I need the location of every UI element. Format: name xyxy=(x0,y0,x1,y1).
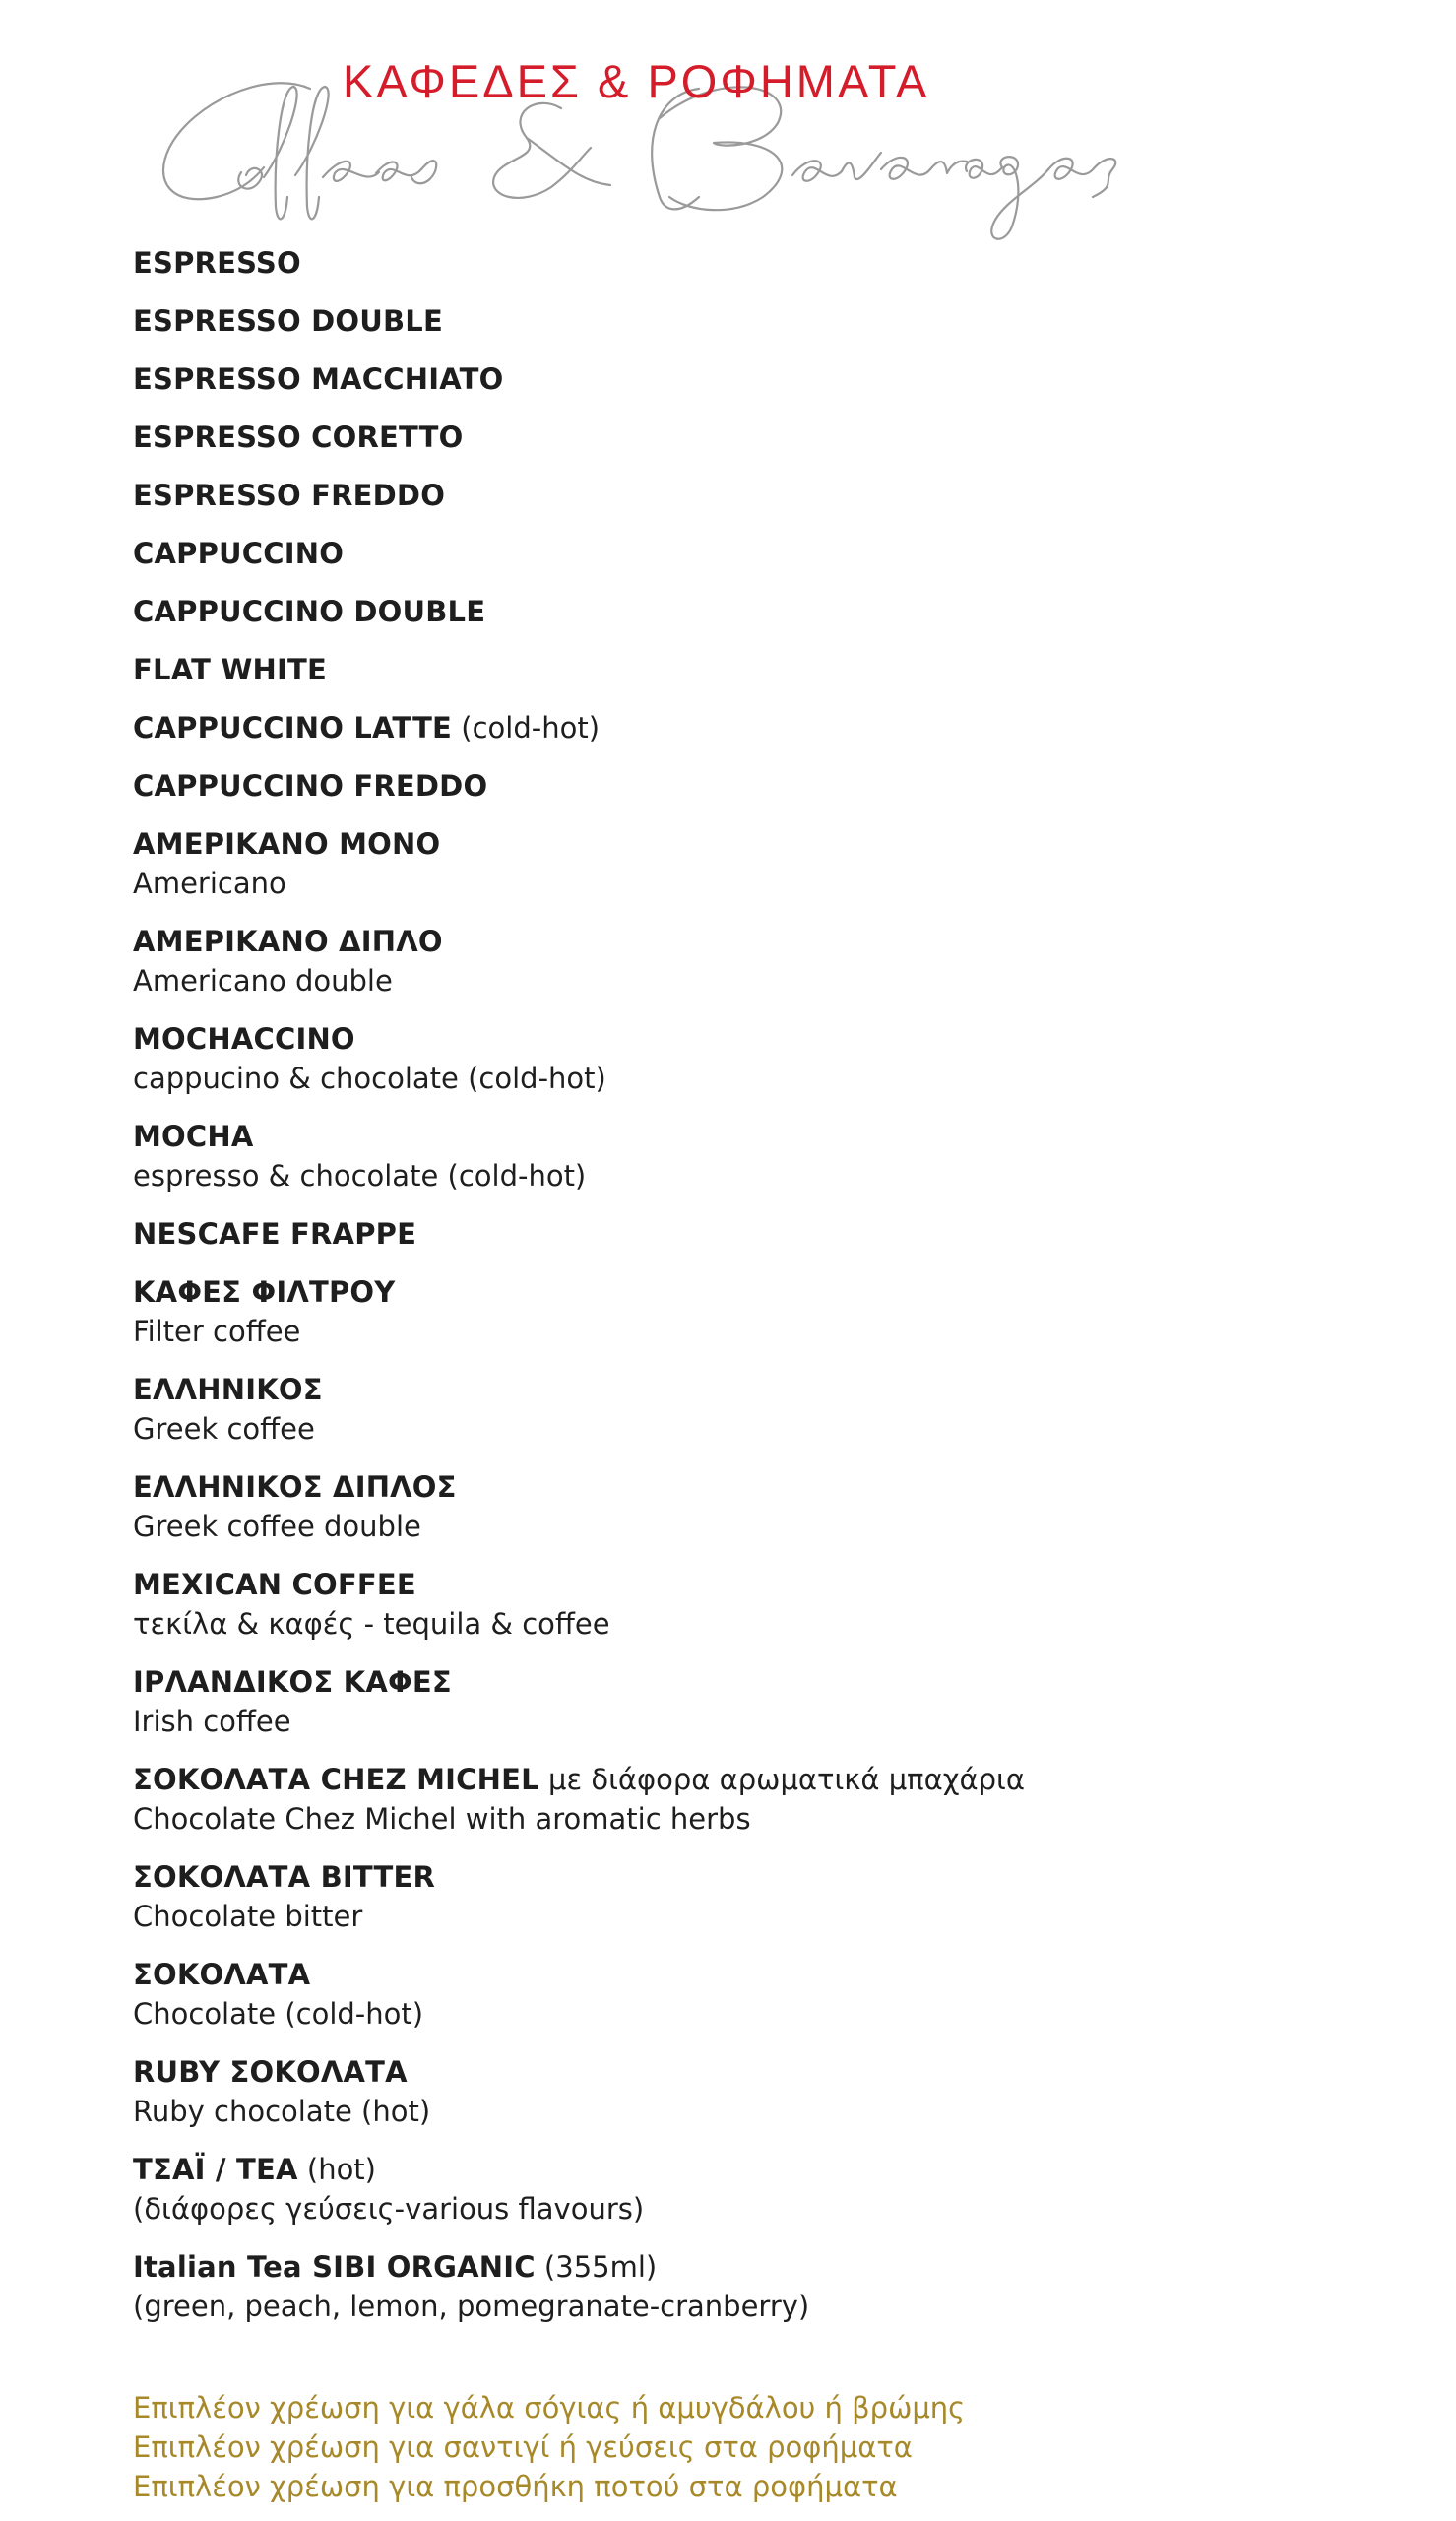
menu-item-description: Chocolate bitter xyxy=(133,1900,363,1933)
menu-item-note: με διάφορα αρωματικά μπαχάρια xyxy=(538,1763,1025,1796)
menu-item-title xyxy=(133,767,1216,806)
menu-item-name: MEXICAN COFFEE xyxy=(133,1568,416,1601)
surcharge-note: Επιπλέον χρέωση για σαντιγί ή γεύσεις στα ροφήματα xyxy=(133,2430,913,2464)
menu-item-name: RUBY ΣΟΚΟΛΑΤΑ xyxy=(133,2055,408,2089)
menu-header xyxy=(0,0,1456,246)
menu-item-note: (355ml) xyxy=(535,2250,658,2284)
menu-item-title xyxy=(133,1273,1216,1312)
menu-item xyxy=(133,1956,1216,2053)
menu-item xyxy=(133,651,1216,709)
menu-item-name: MOCHA xyxy=(133,1120,254,1153)
menu-item-description: espresso & chocolate (cold-hot) xyxy=(133,1159,587,1193)
menu-item-name: ΣΟΚΟΛΑΤΑ BITTER xyxy=(133,1860,436,1894)
menu-item-title xyxy=(133,477,1216,515)
menu-item xyxy=(133,1020,1216,1118)
menu-item-name: ΕΛΛΗΝΙΚΟΣ xyxy=(133,1373,323,1406)
menu-item-name: ΤΣΑΪ / TEA xyxy=(133,2153,298,2186)
menu-item-title xyxy=(133,360,1216,399)
menu-item-description: Chocolate Chez Michel with aromatic herbs xyxy=(133,1802,751,1836)
menu-item-name: ESPRESSO FREDDO xyxy=(133,479,446,512)
menu-item xyxy=(133,767,1216,825)
menu-item xyxy=(133,244,1216,302)
menu-item xyxy=(133,1215,1216,1273)
menu-item-title xyxy=(133,923,1216,961)
menu-item xyxy=(133,1468,1216,1566)
menu-item-name: ΙΡΛΑΝΔΙΚΟΣ ΚΑΦΕΣ xyxy=(133,1665,452,1699)
menu-item-title xyxy=(133,1215,1216,1254)
menu-item-title xyxy=(133,2151,1216,2189)
menu-item-name: ΕΛΛΗΝΙΚΟΣ ΔΙΠΛΟΣ xyxy=(133,1470,457,1504)
menu-item xyxy=(133,535,1216,593)
menu-item xyxy=(133,2248,1216,2345)
menu-item-name: ΚΑΦΕΣ ΦΙΛΤΡΟΥ xyxy=(133,1275,396,1309)
menu-item-name: ESPRESSO CORETTO xyxy=(133,420,464,454)
menu-item-title xyxy=(133,535,1216,573)
menu-item-name: ΣΟΚΟΛΑΤΑ xyxy=(133,1958,311,1991)
menu-item-name: ΑΜΕΡΙΚΑΝΟ ΔΙΠΛΟ xyxy=(133,925,443,958)
menu-item-title xyxy=(133,593,1216,631)
menu-item xyxy=(133,1273,1216,1371)
menu-item-name: ESPRESSO DOUBLE xyxy=(133,304,443,338)
menu-item-description: Ruby chocolate (hot) xyxy=(133,2095,431,2128)
menu-item-description: (διάφορες γεύσεις-various flavours) xyxy=(133,2192,645,2226)
menu-item-title xyxy=(133,1956,1216,1994)
menu-item-description: cappucino & chocolate (cold-hot) xyxy=(133,1062,606,1095)
menu-item xyxy=(133,709,1216,767)
menu-item-title xyxy=(133,825,1216,864)
menu-item-description: Filter coffee xyxy=(133,1315,301,1348)
menu-item-name: ΑΜΕΡΙΚΑΝΟ ΜΟΝΟ xyxy=(133,827,441,861)
menu-item-title xyxy=(133,1118,1216,1156)
menu-item-description: Greek coffee double xyxy=(133,1510,421,1543)
menu-item-description: Chocolate (cold-hot) xyxy=(133,1997,424,2031)
menu-item xyxy=(133,302,1216,360)
surcharge-note: Επιπλέον χρέωση για προσθήκη ποτού στα ροφήματα xyxy=(133,2470,898,2503)
menu-item-title xyxy=(133,2053,1216,2092)
menu-item-title xyxy=(133,651,1216,689)
menu-item xyxy=(133,1663,1216,1761)
menu-item-title xyxy=(133,1468,1216,1507)
menu-item-title xyxy=(133,302,1216,341)
menu-item-description: Americano xyxy=(133,867,286,900)
menu-item-title xyxy=(133,1663,1216,1702)
menu-item-name: CAPPUCCINO LATTE xyxy=(133,711,453,744)
menu-item xyxy=(133,1371,1216,1468)
menu-item-name: ESPRESSO MACCHIATO xyxy=(133,362,504,396)
menu-item xyxy=(133,1858,1216,1956)
menu-item-name: FLAT WHITE xyxy=(133,653,327,686)
menu-item-title xyxy=(133,1858,1216,1897)
menu-item-name: CAPPUCCINO xyxy=(133,537,345,570)
menu-item xyxy=(133,1566,1216,1663)
menu-item-note: (cold-hot) xyxy=(452,711,601,744)
menu-item-description: (green, peach, lemon, pomegranate-cranberry) xyxy=(133,2290,810,2323)
menu-item-title xyxy=(133,419,1216,457)
menu-item-name: CAPPUCCINO FREDDO xyxy=(133,769,488,803)
menu-item xyxy=(133,2053,1216,2151)
menu-item xyxy=(133,593,1216,651)
menu-item-description: Americano double xyxy=(133,964,393,998)
menu-item xyxy=(133,419,1216,477)
menu-item-title xyxy=(133,244,1216,283)
menu-item xyxy=(133,923,1216,1020)
menu-item-note: (hot) xyxy=(297,2153,376,2186)
surcharge-notes xyxy=(133,2388,965,2506)
menu-item-name: MOCHACCINO xyxy=(133,1022,355,1056)
menu-item-title xyxy=(133,2248,1216,2287)
menu-item-name: NESCAFE FRAPPE xyxy=(133,1217,417,1251)
menu-item-description: Irish coffee xyxy=(133,1705,291,1738)
menu-item-name: ΣΟΚΟΛΑΤΑ CHEZ MICHEL xyxy=(133,1763,539,1796)
menu-item-title xyxy=(133,1371,1216,1409)
menu-item xyxy=(133,360,1216,419)
menu-item xyxy=(133,1118,1216,1215)
menu-item-name: CAPPUCCINO DOUBLE xyxy=(133,595,486,628)
menu-item-description: Greek coffee xyxy=(133,1412,315,1446)
menu-item xyxy=(133,2151,1216,2248)
menu-item-description: τεκίλα & καφές - tequila & coffee xyxy=(133,1607,610,1641)
menu-item xyxy=(133,825,1216,923)
menu-item-name: Italian Tea SIBI ORGANIC xyxy=(133,2250,536,2284)
menu-item-title xyxy=(133,1761,1216,1799)
page-title: ΚΑΦΕΔΕΣ & ΡΟΦΗΜΑΤΑ xyxy=(343,55,930,107)
surcharge-note: Επιπλέον χρέωση για γάλα σόγιας ή αμυγδάλου ή βρώμης xyxy=(133,2391,966,2424)
menu-item-title xyxy=(133,1566,1216,1604)
menu-list xyxy=(133,244,1216,2345)
menu-item-title xyxy=(133,709,1216,747)
menu-item-title xyxy=(133,1020,1216,1059)
menu-item-name: ESPRESSO xyxy=(133,246,301,280)
menu-item xyxy=(133,477,1216,535)
menu-item xyxy=(133,1761,1216,1858)
